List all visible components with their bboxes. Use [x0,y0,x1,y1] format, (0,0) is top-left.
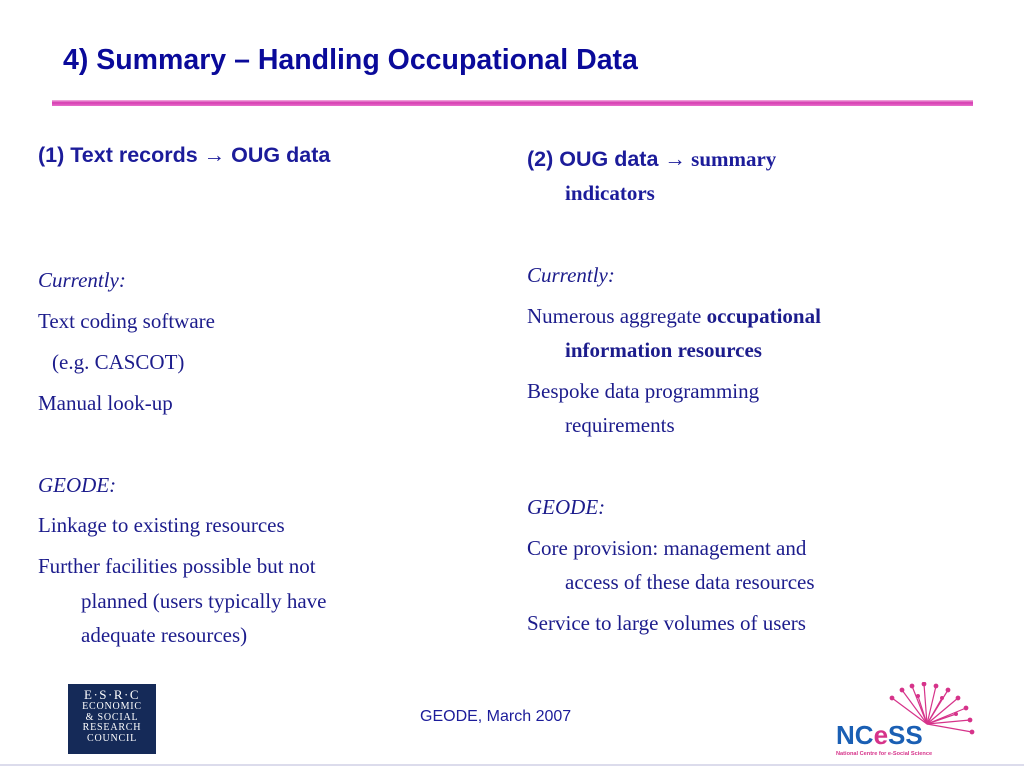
right-geode-item: Core provision: management and [527,536,807,560]
ncess-subtitle: National Centre for e-Social Science [836,751,933,757]
left-geode-item: Linkage to existing resources [38,513,285,537]
right-heading-serif: summary [691,147,777,171]
left-currently-label: Currently: [38,268,126,292]
esrc-logo-line: RESEARCH [82,722,142,733]
esrc-logo-line: ECONOMIC [82,701,142,712]
right-currently-item [527,304,821,329]
left-currently-item: (e.g. CASCOT) [52,350,185,374]
esrc-logo-line: COUNCIL [86,732,138,744]
esrc-logo [68,684,156,754]
left-currently-item: Text coding software [38,309,215,333]
left-geode-item-continued: planned (users typically have [81,589,327,613]
esrc-logo-line: & SOCIAL [85,711,139,723]
slide-title: 4) Summary – Handling Occupational Data [63,44,638,76]
right-item1-prefix: Numerous aggregate [527,304,702,328]
left-heading: (1) Text records → OUG data [38,143,331,167]
right-heading [527,147,776,172]
right-item2-continued: requirements [565,413,675,437]
right-currently-label: Currently: [527,263,615,287]
left-currently-item: Manual look-up [38,391,173,415]
left-geode-label: GEODE: [38,473,117,497]
left-geode-item: Further facilities possible but not [38,554,316,578]
title-divider [52,100,973,106]
footer-text: GEODE, March 2007 [420,708,572,725]
right-item1-bold: occupational [706,304,821,328]
bottom-border [0,764,1024,766]
esrc-logo-line: E·S·R·C [84,687,140,702]
right-geode-item: Service to large volumes of users [527,611,806,635]
right-heading-sans: (2) OUG data → [527,147,686,171]
right-geode-label: GEODE: [527,495,606,519]
right-currently-item: Bespoke data programming [527,379,760,403]
right-item1-continued: information resources [565,338,762,362]
right-heading-continued: indicators [565,181,655,205]
left-geode-item-continued: adequate resources) [81,623,248,647]
ncess-wordmark: NCeSS [836,720,923,750]
right-geode-item-continued: access of these data resources [565,570,815,594]
ncess-logo [832,682,982,764]
